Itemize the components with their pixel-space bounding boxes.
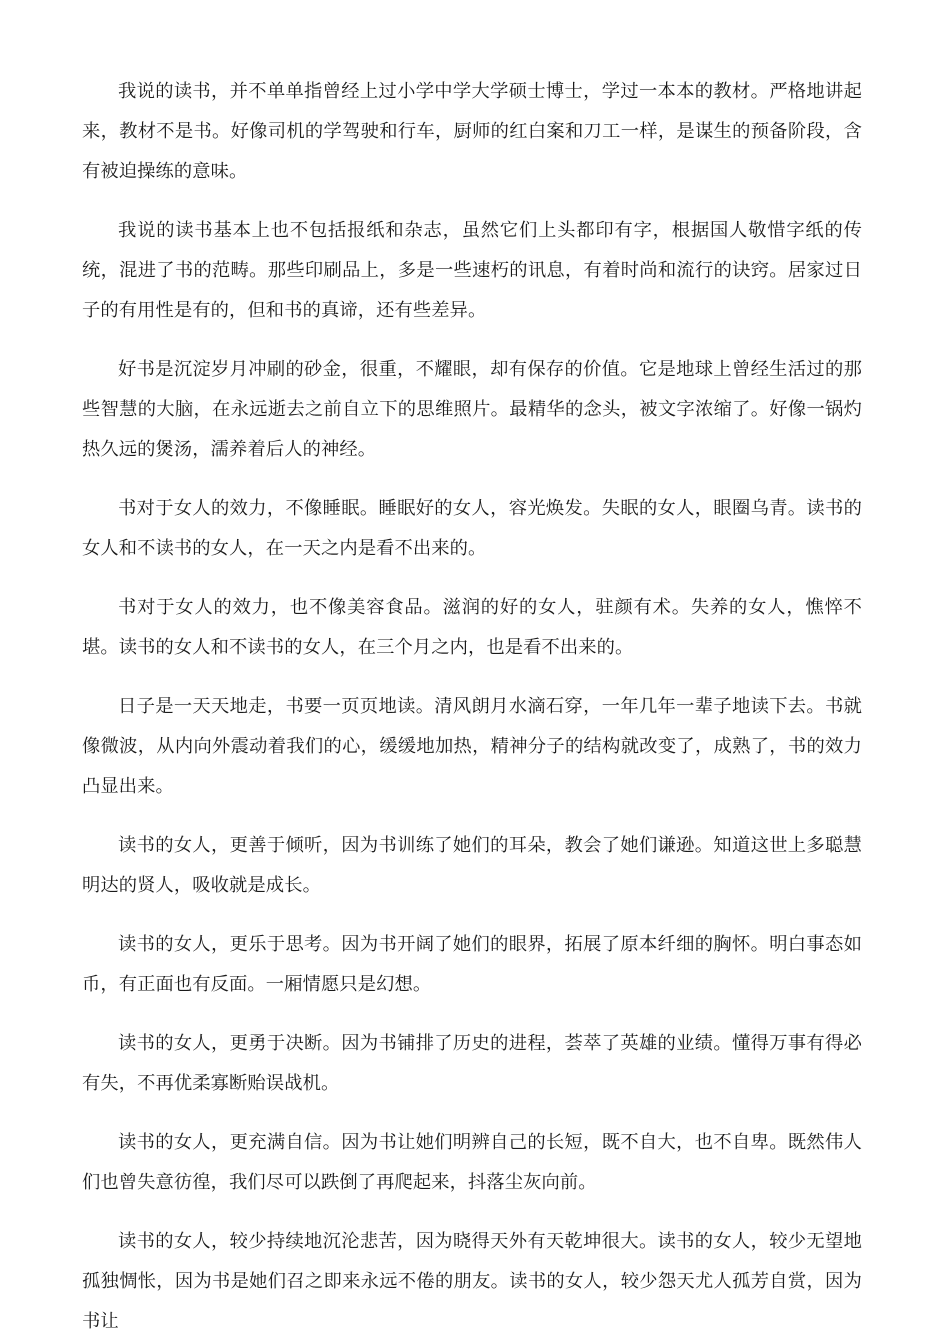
- paragraph-2: 我说的读书基本上也不包括报纸和杂志，虽然它们上头都印有字，根据国人敬惜字纸的传统，混进了书的范畴。那些印刷品上，多是一些速朽的讯息，有着时尚和流行的诀窍。居家过日子的有用性是有的，但和书的真谛，还有些差异。: [82, 220, 862, 321]
- paragraph-1: 我说的读书，并不单单指曾经上过小学中学大学硕士博士，学过一本本的教材。严格地讲起来，教材不是书。好像司机的学驾驶和行车，厨师的红白案和刀工一样，是谋生的预备阶段，含有被迫操练的意味。: [82, 81, 862, 182]
- paragraph-5: 书对于女人的效力，也不像美容食品。滋润的好的女人，驻颜有术。失养的女人，憔悴不堪。读书的女人和不读书的女人，在三个月之内，也是看不出来的。: [82, 597, 862, 658]
- paragraph-6: 日子是一天天地走，书要一页页地读。清风朗月水滴石穿，一年几年一辈子地读下去。书就像微波，从内向外震动着我们的心，缓缓地加热，精神分子的结构就改变了，成熟了，书的效力凸显出来。: [82, 696, 862, 797]
- paragraph-8: 读书的女人，更乐于思考。因为书开阔了她们的眼界，拓展了原本纤细的胸怀。明白事态如币，有正面也有反面。一厢情愿只是幻想。: [82, 934, 862, 995]
- paragraph-9: 读书的女人，更勇于决断。因为书铺排了历史的进程，荟萃了英雄的业绩。懂得万事有得必有失，不再优柔寡断贻误战机。: [82, 1033, 862, 1094]
- paragraph-3: 好书是沉淀岁月冲刷的砂金，很重，不耀眼，却有保存的价值。它是地球上曾经生活过的那些智慧的大脑，在永远逝去之前自立下的思维照片。最精华的念头，被文字浓缩了。好像一锅灼热久远的煲汤，濡养着后人的神经。: [82, 359, 862, 460]
- paragraph-10: 读书的女人，更充满自信。因为书让她们明辨自己的长短，既不自大，也不自卑。既然伟人们也曾失意彷徨，我们尽可以跌倒了再爬起来，抖落尘灰向前。: [82, 1132, 862, 1193]
- paragraph-7: 读书的女人，更善于倾听，因为书训练了她们的耳朵，教会了她们谦逊。知道这世上多聪慧明达的贤人，吸收就是成长。: [82, 835, 862, 896]
- paragraph-11: 读书的女人，较少持续地沉沦悲苦，因为晓得天外有天乾坤很大。读书的女人，较少无望地孤独惆怅，因为书是她们召之即来永远不倦的朋友。读书的女人，较少怨天尤人孤芳自赏，因为书让: [82, 1231, 862, 1332]
- paragraph-4: 书对于女人的效力，不像睡眠。睡眠好的女人，容光焕发。失眠的女人，眼圈乌青。读书的女人和不读书的女人，在一天之内是看不出来的。: [82, 498, 862, 559]
